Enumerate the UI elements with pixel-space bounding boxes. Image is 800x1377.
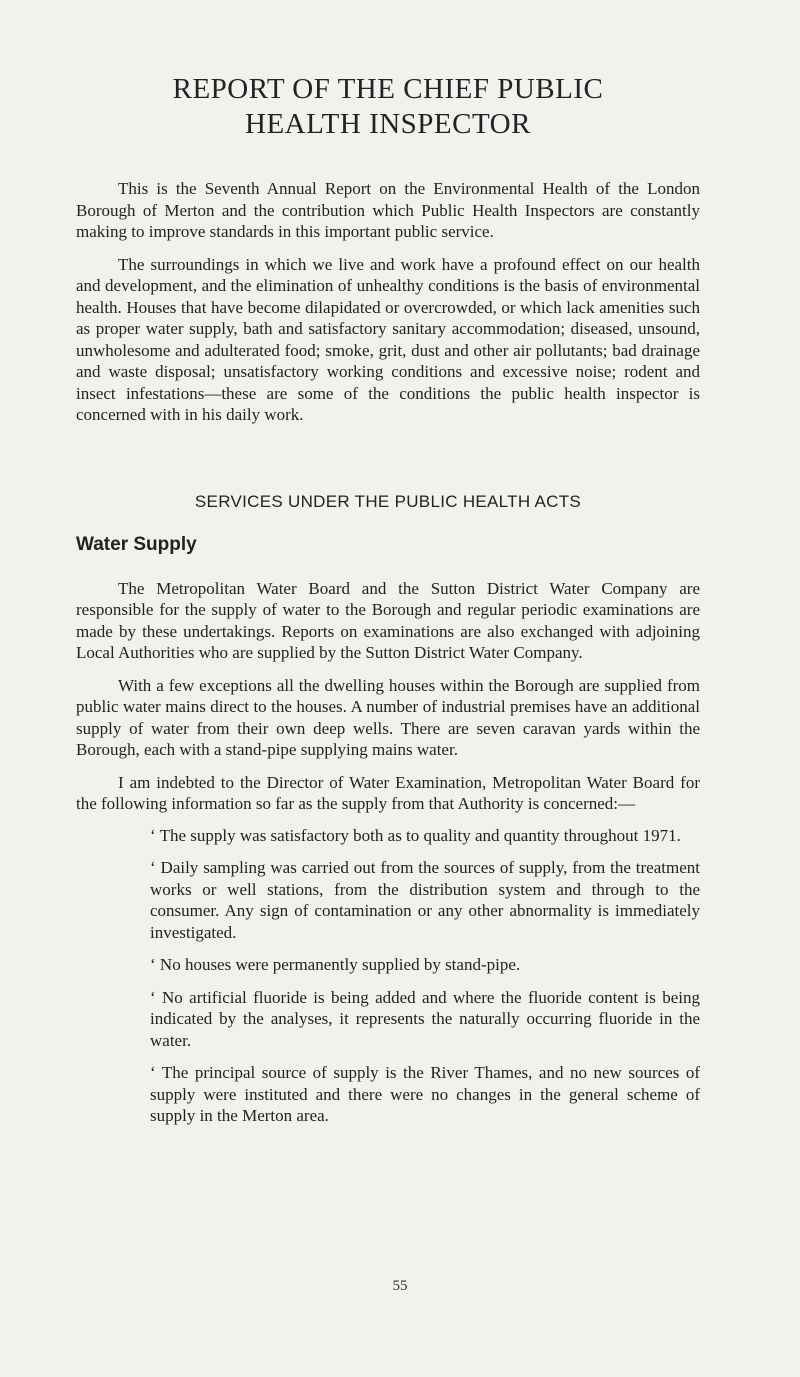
page-number: 55 <box>392 1278 408 1294</box>
water-paragraph-1: The Metropolitan Water Board and the Sutton District Water Company are responsible for the supply of water to the Borough and regular periodic examinations are made by these undertakings. Reports on examinations are also exchanged with adjoining Local Authorities who are supplied by the Sutton District Water Company. <box>76 578 700 662</box>
report-title-line-1: REPORT OF THE CHIEF PUBLIC <box>172 73 604 105</box>
quote-paragraph-5: ‘ The principal source of supply is the River Thames, and no new sources of supply were instituted and there were no changes in the general scheme of supply in the Merton area. <box>150 1063 700 1125</box>
intro-paragraph-1: This is the Seventh Annual Report on the Environmental Health of the London Borough of Merton and the contribution which Public Health Inspectors are constantly making to improve standards in this important public service. <box>76 179 700 241</box>
quote-paragraph-3: ‘ No houses were permanently supplied by stand-pipe. <box>150 955 521 974</box>
quote-paragraph-2: ‘ Daily sampling was carried out from the sources of supply, from the treatment works or well stations, from the distribution system and through to the consumer. Any sign of contamination or any other abnormality is immediately investigated. <box>150 858 700 942</box>
quoted-statement <box>76 825 700 1127</box>
section-heading: SERVICES UNDER THE PUBLIC HEALTH ACTS <box>194 491 582 511</box>
water-supply-heading: Water Supply <box>76 533 197 555</box>
water-paragraph-3: I am indebted to the Director of Water Examination, Metropolitan Water Board for the following information so far as the supply from that Authority is concerned:— <box>76 772 700 813</box>
intro-paragraph-2: The surroundings in which we live and work have a profound effect on our health and development, and the elimination of unhealthy conditions is the basis of environmental health. Houses that have become dilapidated or overcrowded, or which lack amenities such as proper water supply, bath and satisfactory sanitary accommodation; diseased, unsound, unwholesome and adulterated food; smoke, grit, dust and other air pollutants; bad drainage and waste disposal; unsatisfactory working conditions and excessive noise; rodent and insect infestations—these are some of the conditions the public health inspector is concerned with in his daily work. <box>76 254 700 424</box>
water-paragraph-2: With a few exceptions all the dwelling houses within the Borough are supplied from public water mains direct to the houses. A number of industrial premises have an additional supply of water from their own deep wells. There are seven caravan yards within the Borough, each with a stand-pipe supplying mains water. <box>76 675 700 759</box>
report-title <box>76 72 700 142</box>
quote-paragraph-4: ‘ No artificial fluoride is being added and where the fluoride content is being indicated by the analyses, it represents the naturally occurring fluoride in the water. <box>150 987 700 1050</box>
quote-paragraph-1: ‘ The supply was satisfactory both as to quality and quantity throughout 1971. <box>150 825 681 845</box>
report-title-line-2: HEALTH INSPECTOR <box>245 108 531 140</box>
